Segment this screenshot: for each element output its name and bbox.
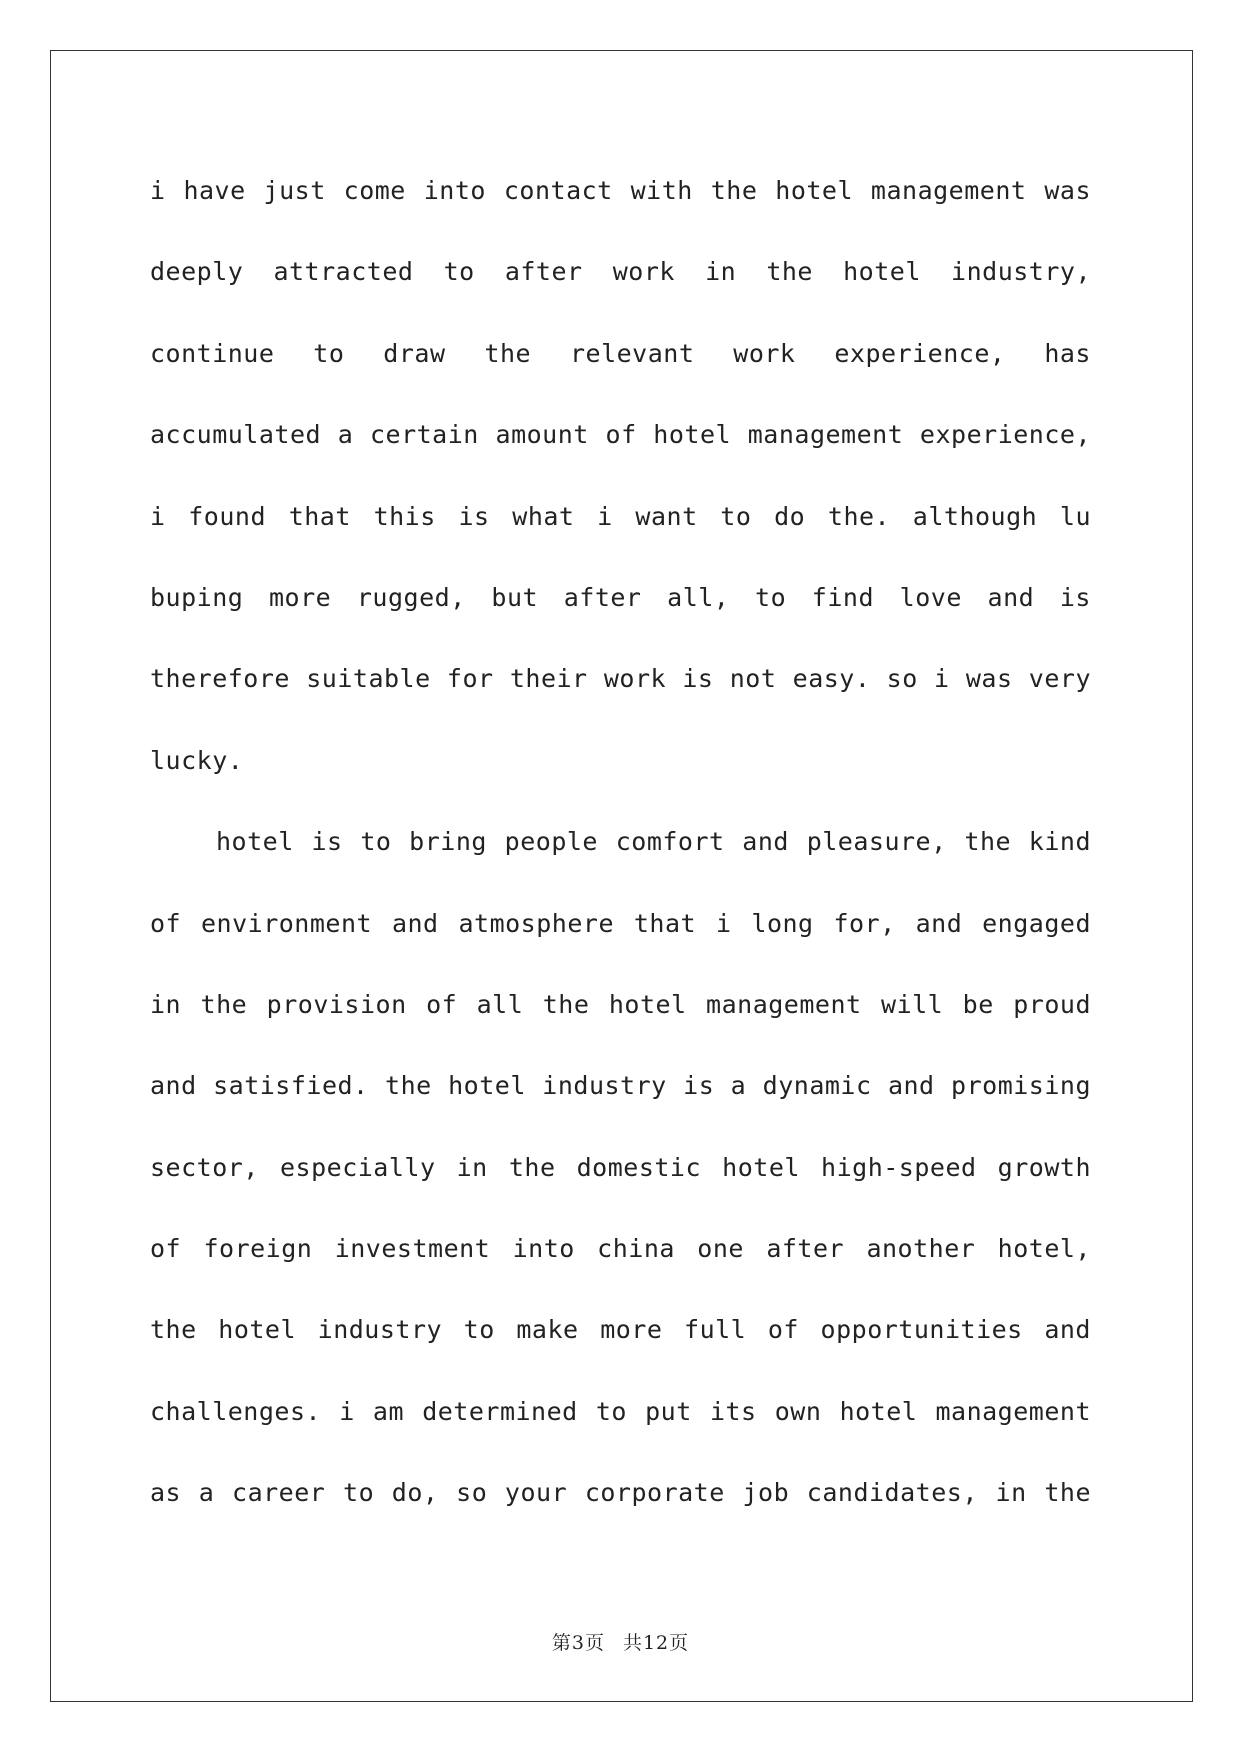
page-footer — [0, 1628, 1241, 1655]
text-line: and satisfied. the hotel industry is a dynamic and promising — [150, 1071, 1091, 1101]
text-line: i have just come into contact with the hotel management was — [150, 176, 1091, 205]
document-body — [150, 150, 1091, 1534]
text-line: in the provision of all the hotel management will be proud — [150, 989, 1091, 1019]
text-line: as a career to do, so your corporate job candidates, in the — [150, 1478, 1091, 1508]
text-line: lucky. — [150, 745, 244, 775]
text-line: the hotel industry to make more full of opportunities and — [150, 1315, 1091, 1345]
text-line: sector, especially in the domestic hotel high-speed growth — [150, 1152, 1091, 1182]
text-line: of foreign investment into china one after another hotel, — [150, 1234, 1091, 1264]
text-line: buping more rugged, but after all, to find love and is — [150, 582, 1091, 612]
page-number: 第3页 — [551, 1632, 605, 1654]
text-line: of environment and atmosphere that i long for, and engaged — [150, 908, 1091, 938]
text-line: accumulated a certain amount of hotel management experience, — [150, 420, 1091, 450]
text-line: hotel is to bring people comfort and pleasure, the kind — [216, 827, 1091, 857]
text-line: therefore suitable for their work is not easy. so i was very — [150, 664, 1091, 694]
text-line: challenges. i am determined to put its own hotel management — [150, 1396, 1091, 1426]
text-line: deeply attracted to after work in the hotel industry, — [150, 257, 1091, 287]
text-line: i found that this is what i want to do the. although lu — [150, 501, 1091, 531]
text-line: continue to draw the relevant work experience, has — [150, 338, 1091, 368]
page-total: 共12页 — [622, 1632, 690, 1654]
